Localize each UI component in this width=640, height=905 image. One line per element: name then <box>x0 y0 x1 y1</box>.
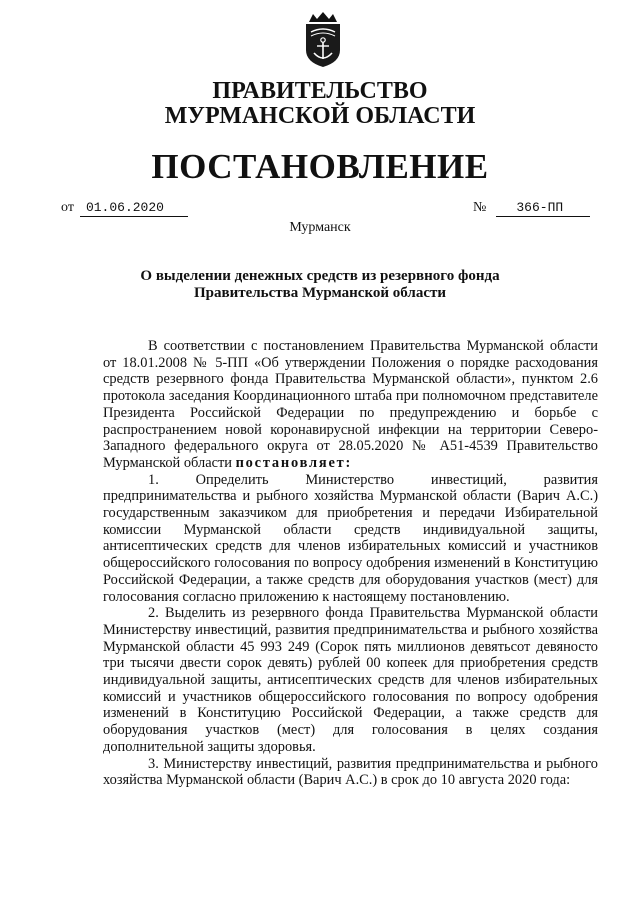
item-3-paragraph: 3. Министерству инвестиций, развития предпринимательства и рыбного хозяйства Мурманской области (Варич А.С.) в срок до 10 августа 2020 года: <box>103 755 598 789</box>
date-field <box>61 200 188 217</box>
resolves-word: постановляет: <box>235 454 353 471</box>
item-1-paragraph: 1. Определить Министерство инвестиций, развития предпринимательства и рыбного хозяйства Мурманской области (Варич А.С.) государственным заказчиком для приобретения и передачи Избирательной комиссии Мурманской области средств индивидуальной защиты, антисептических средств для членов избирательных комиссий и участников общероссийского голосования по вопросу одобрения изменений в Конституцию Российской Федерации, а также средств для оборудования участков (мест) для голосования согласно приложению к настоящему постановлению. <box>103 471 598 605</box>
item-2-paragraph: 2. Выделить из резервного фонда Правительства Мурманской области Министерству инвестиций, развития предпринимательства и рыбного хозяйства Мурманской области 45 993 249 (Сорок пять миллионов девятьсот девяносто три тысячи двести сорок девять) рублей 00 копеек для приобретения средств индивидуальной защиты, антисептических средств для членов избирательных комиссий и участников общероссийского голосования по вопросу одобрения изменений в Конституцию Российской Федерации, а также средств для оборудования участков (мест) для голосования в целях создания дополнительной защиты здоровья. <box>103 605 598 755</box>
document-date: 01.06.2020 <box>80 200 188 217</box>
date-prefix: от <box>61 200 74 215</box>
number-prefix: № <box>473 200 487 215</box>
gov-line-2: МУРМАНСКОЙ ОБЛАСТИ <box>164 103 476 129</box>
preamble-paragraph <box>103 338 598 472</box>
murmansk-coat-of-arms-icon <box>303 10 343 68</box>
document-number: 366-ПП <box>496 200 590 217</box>
number-field <box>473 200 590 217</box>
subject-line-1: О выделении денежных средств из резервного фонда <box>140 268 500 284</box>
gov-line-1: ПРАВИТЕЛЬСТВО <box>212 78 428 104</box>
city-name: Мурманск <box>289 220 351 235</box>
document-body <box>103 338 598 789</box>
government-name <box>0 79 640 129</box>
document-type-title: ПОСТАНОВЛЕНИЕ <box>151 147 489 186</box>
subject-line-2: Правительства Мурманской области <box>193 285 447 301</box>
preamble-text: В соответствии с постановлением Правительства Мурманской области от 18.01.2008 № 5-ПП «Об утверждении Положения о порядке расходования средств резервного фонда Правительства Мурманской области», пунктом 2.6 протокола заседания Координационного штаба при полномочном представителе Президента Российской Федерации по предупреждению и борьбе с распространением новой коронавирусной инфекции на территории Северо-Западного федерального округа от 28.05.2020 № А51-4539 Правительство Мурманской области <box>103 338 598 471</box>
document-subject <box>0 268 640 302</box>
